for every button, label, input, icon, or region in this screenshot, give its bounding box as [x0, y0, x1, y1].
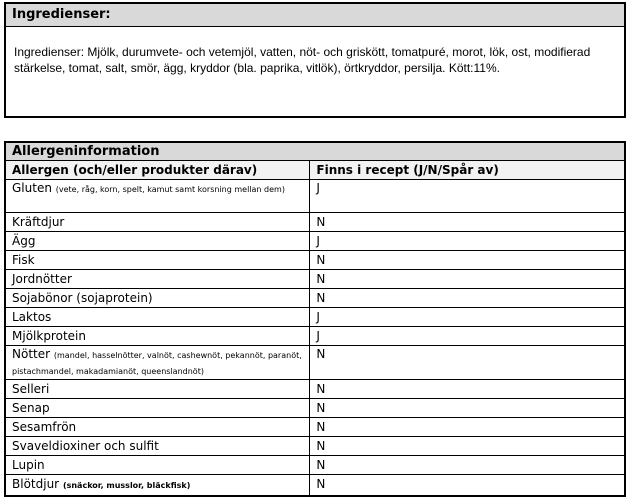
table-row: [5, 346, 625, 380]
table-row: [5, 270, 625, 289]
table-row: [5, 289, 625, 308]
allergen-cell: [5, 213, 310, 232]
allergen-name: Selleri: [12, 382, 50, 396]
table-row: [5, 437, 625, 456]
allergen-name: Nötter: [12, 347, 51, 361]
allergen-name: Sojabönor (sojaprotein): [12, 291, 153, 305]
recipe-value: N: [310, 437, 625, 456]
allergen-cell: [5, 418, 310, 437]
recipe-value: J: [310, 232, 625, 251]
allergen-name: Jordnötter: [12, 272, 72, 286]
recipe-value: N: [310, 213, 625, 232]
allergen-cell: [5, 327, 310, 346]
ingredients-header: Ingredienser:: [6, 4, 624, 27]
table-row: [5, 380, 625, 399]
table-row: [5, 418, 625, 437]
allergen-name: Blötdjur: [12, 477, 60, 491]
allergen-cell: [5, 456, 310, 475]
recipe-value: N: [310, 346, 625, 380]
allergen-table: [4, 141, 626, 497]
allergen-cell: [5, 346, 310, 380]
allergen-cell: [5, 289, 310, 308]
recipe-value: N: [310, 475, 625, 497]
allergen-cell: [5, 475, 310, 497]
allergen-name: Kräftdjur: [12, 215, 65, 229]
recipe-value: N: [310, 380, 625, 399]
table-row: [5, 180, 625, 213]
allergen-cell: [5, 270, 310, 289]
allergen-note: (mandel, hasselnötter, valnöt, cashewnöt, pekannöt, paranöt, pistachmandel, makadamianöt, queenslandnöt): [12, 351, 302, 376]
recipe-value: J: [310, 308, 625, 327]
allergen-name: Ägg: [12, 234, 36, 248]
column-header-allergen: Allergen (och/eller produkter därav): [5, 161, 310, 180]
recipe-value: N: [310, 456, 625, 475]
allergen-name: Senap: [12, 401, 50, 415]
allergen-cell: [5, 399, 310, 418]
allergen-name: Svaveldioxiner och sulfit: [12, 439, 159, 453]
recipe-value: J: [310, 180, 625, 213]
allergen-name: Mjölkprotein: [12, 329, 86, 343]
table-row: [5, 232, 625, 251]
ingredients-box: [4, 2, 626, 118]
table-row: [5, 308, 625, 327]
table-row: [5, 327, 625, 346]
recipe-value: N: [310, 270, 625, 289]
table-row: [5, 475, 625, 497]
allergen-name: Lupin: [12, 458, 45, 472]
allergen-name: Fisk: [12, 253, 35, 267]
allergen-table-title: Allergeninformation: [5, 142, 625, 161]
table-row: [5, 251, 625, 270]
recipe-value: N: [310, 418, 625, 437]
ingredients-text: Ingredienser: Mjölk, durumvete- och vetemjöl, vatten, nöt- och griskött, tomatpuré, morot, lök, ost, modifierad stärkelse, tomat, salt, smör, ägg, kryddor (bla. paprika, vitlök), örtkryddor, persilja. Kött:11%.: [14, 45, 591, 75]
allergen-cell: [5, 380, 310, 399]
allergen-name: Gluten: [12, 181, 52, 195]
recipe-value: N: [310, 251, 625, 270]
allergen-cell: [5, 308, 310, 327]
allergen-cell: [5, 251, 310, 270]
table-row: [5, 456, 625, 475]
allergen-cell: [5, 437, 310, 456]
allergen-name: Sesamfrön: [12, 420, 77, 434]
allergen-cell: [5, 232, 310, 251]
allergen-name: Laktos: [12, 310, 52, 324]
recipe-value: N: [310, 289, 625, 308]
allergen-note: (vete, råg, korn, spelt, kamut samt korsning mellan dem): [55, 185, 285, 194]
recipe-value: N: [310, 399, 625, 418]
table-row: [5, 213, 625, 232]
allergen-note: (snäckor, musslor, bläckfisk): [62, 481, 191, 490]
column-header-recipe: Finns i recept (J/N/Spår av): [310, 161, 625, 180]
allergen-cell: [5, 180, 310, 213]
table-row: [5, 399, 625, 418]
recipe-value: J: [310, 327, 625, 346]
